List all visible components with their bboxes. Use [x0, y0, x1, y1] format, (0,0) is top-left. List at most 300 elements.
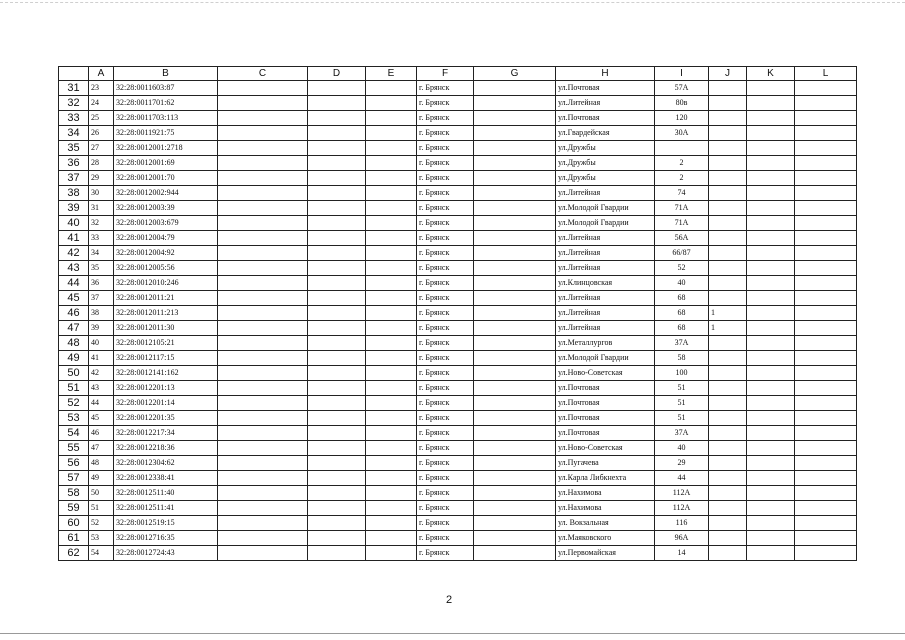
- cell-l: [795, 531, 857, 546]
- cell-g: [474, 276, 556, 291]
- cell-b: 32:28:0011703:113: [114, 111, 218, 126]
- row-number: 62: [59, 546, 89, 561]
- cell-j: [709, 246, 747, 261]
- row-number: 52: [59, 396, 89, 411]
- cell-l: [795, 486, 857, 501]
- table-row: [59, 336, 857, 351]
- cell-e: [366, 171, 417, 186]
- cell-c: [218, 321, 308, 336]
- cell-i: 68: [655, 306, 709, 321]
- cell-b: 32:28:0012011:30: [114, 321, 218, 336]
- cell-e: [366, 351, 417, 366]
- cell-c: [218, 501, 308, 516]
- cell-b: 32:28:0012511:40: [114, 486, 218, 501]
- cell-c: [218, 186, 308, 201]
- cell-k: [747, 141, 795, 156]
- cell-b: 32:28:0012218:36: [114, 441, 218, 456]
- cell-a: 45: [89, 411, 114, 426]
- cell-b: 32:28:0012004:92: [114, 246, 218, 261]
- cell-h: ул.Молодой Гвардии: [556, 351, 655, 366]
- cell-a: 42: [89, 366, 114, 381]
- cell-g: [474, 501, 556, 516]
- column-header-h: H: [556, 67, 655, 81]
- cell-b: 32:28:0012304:62: [114, 456, 218, 471]
- cell-c: [218, 171, 308, 186]
- cell-e: [366, 546, 417, 561]
- cell-l: [795, 441, 857, 456]
- cell-i: 37А: [655, 426, 709, 441]
- cell-c: [218, 231, 308, 246]
- cell-d: [308, 501, 366, 516]
- cell-e: [366, 396, 417, 411]
- cell-a: 53: [89, 531, 114, 546]
- cell-d: [308, 261, 366, 276]
- cell-j: [709, 276, 747, 291]
- cell-c: [218, 351, 308, 366]
- row-number: 53: [59, 411, 89, 426]
- cell-a: 25: [89, 111, 114, 126]
- table-row: [59, 516, 857, 531]
- cell-h: ул.Почтовая: [556, 396, 655, 411]
- cell-j: [709, 456, 747, 471]
- cell-d: [308, 186, 366, 201]
- row-number: 58: [59, 486, 89, 501]
- cell-d: [308, 546, 366, 561]
- cell-i: 71А: [655, 216, 709, 231]
- cell-d: [308, 201, 366, 216]
- cell-f: г. Брянск: [417, 396, 474, 411]
- table-row: [59, 261, 857, 276]
- cell-a: 49: [89, 471, 114, 486]
- cell-k: [747, 231, 795, 246]
- cell-a: 26: [89, 126, 114, 141]
- cell-h: ул.Молодой Гвардии: [556, 216, 655, 231]
- cell-i: 51: [655, 411, 709, 426]
- table-row: [59, 456, 857, 471]
- cell-l: [795, 126, 857, 141]
- cell-i: 120: [655, 111, 709, 126]
- row-number: 37: [59, 171, 89, 186]
- row-number: 54: [59, 426, 89, 441]
- cell-k: [747, 96, 795, 111]
- row-number: 42: [59, 246, 89, 261]
- table-body: [59, 81, 857, 561]
- cell-i: 80в: [655, 96, 709, 111]
- cell-d: [308, 336, 366, 351]
- cell-d: [308, 396, 366, 411]
- cell-g: [474, 396, 556, 411]
- cell-c: [218, 276, 308, 291]
- cell-f: г. Брянск: [417, 216, 474, 231]
- cell-a: 36: [89, 276, 114, 291]
- cell-b: 32:28:0012011:21: [114, 291, 218, 306]
- cell-h: ул.Ново-Советская: [556, 441, 655, 456]
- column-header-e: E: [366, 67, 417, 81]
- cell-k: [747, 201, 795, 216]
- table-row: [59, 306, 857, 321]
- table-row: [59, 411, 857, 426]
- cell-b: 32:28:0012002:944: [114, 186, 218, 201]
- cell-f: г. Брянск: [417, 291, 474, 306]
- cell-j: [709, 381, 747, 396]
- cell-f: г. Брянск: [417, 426, 474, 441]
- cell-b: 32:28:0012511:41: [114, 501, 218, 516]
- cell-g: [474, 186, 556, 201]
- cell-h: ул. Вокзальная: [556, 516, 655, 531]
- cell-l: [795, 516, 857, 531]
- cell-a: 35: [89, 261, 114, 276]
- column-header-f: F: [417, 67, 474, 81]
- cell-e: [366, 216, 417, 231]
- cell-f: г. Брянск: [417, 486, 474, 501]
- column-header-d: D: [308, 67, 366, 81]
- cell-a: 24: [89, 96, 114, 111]
- table-row: [59, 156, 857, 171]
- cell-d: [308, 156, 366, 171]
- cell-l: [795, 246, 857, 261]
- cell-j: [709, 261, 747, 276]
- cell-b: 32:28:0012011:213: [114, 306, 218, 321]
- cell-l: [795, 546, 857, 561]
- cell-h: ул.Почтовая: [556, 381, 655, 396]
- table-row: [59, 471, 857, 486]
- cell-e: [366, 426, 417, 441]
- cell-h: ул.Пугачева: [556, 456, 655, 471]
- cell-d: [308, 411, 366, 426]
- cell-j: [709, 171, 747, 186]
- cell-j: [709, 156, 747, 171]
- cell-j: [709, 126, 747, 141]
- cell-h: ул.Ново-Советская: [556, 366, 655, 381]
- table-row: [59, 396, 857, 411]
- cell-e: [366, 486, 417, 501]
- cell-i: 51: [655, 396, 709, 411]
- cell-l: [795, 336, 857, 351]
- cell-i: 52: [655, 261, 709, 276]
- cell-e: [366, 531, 417, 546]
- cell-d: [308, 171, 366, 186]
- cell-j: 1: [709, 306, 747, 321]
- cell-d: [308, 96, 366, 111]
- cell-k: [747, 216, 795, 231]
- cell-f: г. Брянск: [417, 261, 474, 276]
- cell-c: [218, 471, 308, 486]
- cell-g: [474, 516, 556, 531]
- cell-b: 32:28:0012001:2718: [114, 141, 218, 156]
- cell-g: [474, 261, 556, 276]
- cell-k: [747, 291, 795, 306]
- cell-l: [795, 156, 857, 171]
- cell-l: [795, 261, 857, 276]
- cell-l: [795, 351, 857, 366]
- cell-f: г. Брянск: [417, 186, 474, 201]
- cell-a: 43: [89, 381, 114, 396]
- cell-f: г. Брянск: [417, 201, 474, 216]
- cell-k: [747, 381, 795, 396]
- cell-c: [218, 246, 308, 261]
- table-row: [59, 276, 857, 291]
- cell-k: [747, 306, 795, 321]
- cell-k: [747, 81, 795, 96]
- cell-g: [474, 171, 556, 186]
- cell-h: ул.Литейная: [556, 321, 655, 336]
- cell-d: [308, 246, 366, 261]
- cell-d: [308, 486, 366, 501]
- cell-e: [366, 501, 417, 516]
- cell-c: [218, 201, 308, 216]
- row-number: 46: [59, 306, 89, 321]
- cell-k: [747, 171, 795, 186]
- cell-d: [308, 366, 366, 381]
- cell-l: [795, 81, 857, 96]
- cell-g: [474, 321, 556, 336]
- cell-e: [366, 381, 417, 396]
- cell-l: [795, 231, 857, 246]
- cell-e: [366, 411, 417, 426]
- cell-i: 2: [655, 156, 709, 171]
- cell-d: [308, 321, 366, 336]
- cell-b: 32:28:0012217:34: [114, 426, 218, 441]
- cell-i: 66/87: [655, 246, 709, 261]
- cell-c: [218, 81, 308, 96]
- cell-f: г. Брянск: [417, 336, 474, 351]
- cell-a: 27: [89, 141, 114, 156]
- cell-j: [709, 216, 747, 231]
- cell-f: г. Брянск: [417, 501, 474, 516]
- row-number: 44: [59, 276, 89, 291]
- cell-j: [709, 471, 747, 486]
- cell-d: [308, 231, 366, 246]
- cell-c: [218, 441, 308, 456]
- cell-h: ул.Молодой Гвардии: [556, 201, 655, 216]
- table-row: [59, 126, 857, 141]
- table-row: [59, 246, 857, 261]
- column-header-row: [59, 67, 857, 81]
- row-number: 43: [59, 261, 89, 276]
- cell-d: [308, 516, 366, 531]
- column-header-a: A: [89, 67, 114, 81]
- cell-e: [366, 141, 417, 156]
- cell-g: [474, 246, 556, 261]
- cell-d: [308, 456, 366, 471]
- cell-e: [366, 246, 417, 261]
- cell-e: [366, 456, 417, 471]
- cell-e: [366, 201, 417, 216]
- cell-d: [308, 531, 366, 546]
- cell-h: ул.Почтовая: [556, 411, 655, 426]
- cell-l: [795, 471, 857, 486]
- cell-c: [218, 546, 308, 561]
- row-number: 51: [59, 381, 89, 396]
- cell-i: 96А: [655, 531, 709, 546]
- cell-j: [709, 546, 747, 561]
- cell-a: 29: [89, 171, 114, 186]
- cell-f: г. Брянск: [417, 276, 474, 291]
- cell-i: 116: [655, 516, 709, 531]
- row-number: 35: [59, 141, 89, 156]
- cell-h: ул.Нахимова: [556, 501, 655, 516]
- cell-b: 32:28:0012010:246: [114, 276, 218, 291]
- cell-e: [366, 81, 417, 96]
- row-number: 45: [59, 291, 89, 306]
- table-row: [59, 441, 857, 456]
- cell-a: 39: [89, 321, 114, 336]
- cell-j: [709, 111, 747, 126]
- cell-f: г. Брянск: [417, 321, 474, 336]
- spreadsheet-table: [58, 66, 857, 561]
- cell-c: [218, 426, 308, 441]
- cell-h: ул.Почтовая: [556, 426, 655, 441]
- table-row: [59, 426, 857, 441]
- cell-b: 32:28:0012519:15: [114, 516, 218, 531]
- cell-h: ул.Литейная: [556, 306, 655, 321]
- cell-k: [747, 366, 795, 381]
- cell-k: [747, 351, 795, 366]
- cell-c: [218, 306, 308, 321]
- cell-k: [747, 516, 795, 531]
- row-number: 56: [59, 456, 89, 471]
- cell-k: [747, 531, 795, 546]
- cell-j: [709, 441, 747, 456]
- cell-d: [308, 381, 366, 396]
- cell-f: г. Брянск: [417, 546, 474, 561]
- cell-g: [474, 111, 556, 126]
- cell-b: 32:28:0012338:41: [114, 471, 218, 486]
- cell-g: [474, 411, 556, 426]
- cell-a: 54: [89, 546, 114, 561]
- cell-b: 32:28:0012005:56: [114, 261, 218, 276]
- cell-h: ул.Почтовая: [556, 81, 655, 96]
- cell-i: 29: [655, 456, 709, 471]
- cell-j: [709, 96, 747, 111]
- cell-e: [366, 186, 417, 201]
- cell-i: [655, 141, 709, 156]
- cell-e: [366, 516, 417, 531]
- row-number: 60: [59, 516, 89, 531]
- cell-c: [218, 156, 308, 171]
- cell-b: 32:28:0012001:69: [114, 156, 218, 171]
- scan-top-edge: [0, 2, 905, 8]
- cell-f: г. Брянск: [417, 516, 474, 531]
- cell-k: [747, 321, 795, 336]
- cell-d: [308, 141, 366, 156]
- cell-c: [218, 531, 308, 546]
- table-row: [59, 546, 857, 561]
- cell-i: 30А: [655, 126, 709, 141]
- cell-b: 32:28:0012003:679: [114, 216, 218, 231]
- cell-h: ул.Металлургов: [556, 336, 655, 351]
- cell-d: [308, 471, 366, 486]
- cell-j: [709, 291, 747, 306]
- cell-f: г. Брянск: [417, 246, 474, 261]
- cell-a: 37: [89, 291, 114, 306]
- cell-g: [474, 306, 556, 321]
- cell-a: 33: [89, 231, 114, 246]
- cell-i: 112А: [655, 501, 709, 516]
- column-header-corner: [59, 67, 89, 81]
- cell-i: 68: [655, 321, 709, 336]
- column-header-k: K: [747, 67, 795, 81]
- cell-g: [474, 531, 556, 546]
- cell-i: 40: [655, 276, 709, 291]
- row-number: 55: [59, 441, 89, 456]
- table-row: [59, 381, 857, 396]
- cell-e: [366, 276, 417, 291]
- cell-b: 32:28:0012141:162: [114, 366, 218, 381]
- cell-l: [795, 186, 857, 201]
- cell-d: [308, 291, 366, 306]
- cell-c: [218, 336, 308, 351]
- cell-a: 47: [89, 441, 114, 456]
- cell-b: 32:28:0012201:13: [114, 381, 218, 396]
- cell-g: [474, 216, 556, 231]
- cell-e: [366, 441, 417, 456]
- cell-a: 41: [89, 351, 114, 366]
- cell-i: 2: [655, 171, 709, 186]
- cell-b: 32:28:0012117:15: [114, 351, 218, 366]
- cell-h: ул.Карла Либкнехта: [556, 471, 655, 486]
- cell-a: 28: [89, 156, 114, 171]
- cell-j: [709, 336, 747, 351]
- cell-c: [218, 126, 308, 141]
- cell-k: [747, 396, 795, 411]
- cell-g: [474, 426, 556, 441]
- cell-i: 100: [655, 366, 709, 381]
- cell-k: [747, 336, 795, 351]
- cell-g: [474, 366, 556, 381]
- cell-g: [474, 96, 556, 111]
- cell-a: 50: [89, 486, 114, 501]
- cell-j: [709, 141, 747, 156]
- row-number: 36: [59, 156, 89, 171]
- cell-e: [366, 126, 417, 141]
- cell-h: ул.Клинцовская: [556, 276, 655, 291]
- cell-i: 71А: [655, 201, 709, 216]
- row-number: 31: [59, 81, 89, 96]
- table-row: [59, 351, 857, 366]
- cell-k: [747, 411, 795, 426]
- cell-f: г. Брянск: [417, 126, 474, 141]
- cell-a: 48: [89, 456, 114, 471]
- cell-g: [474, 156, 556, 171]
- cell-f: г. Брянск: [417, 441, 474, 456]
- cell-h: ул.Дружбы: [556, 141, 655, 156]
- cell-a: 51: [89, 501, 114, 516]
- cell-l: [795, 456, 857, 471]
- cell-b: 32:28:0012003:39: [114, 201, 218, 216]
- column-header-l: L: [795, 67, 857, 81]
- cell-i: 57А: [655, 81, 709, 96]
- cell-e: [366, 336, 417, 351]
- cell-d: [308, 216, 366, 231]
- cell-g: [474, 381, 556, 396]
- column-header-i: I: [655, 67, 709, 81]
- table-row: [59, 171, 857, 186]
- cell-d: [308, 351, 366, 366]
- table-row: [59, 81, 857, 96]
- cell-f: г. Брянск: [417, 111, 474, 126]
- cell-e: [366, 231, 417, 246]
- scan-bottom-edge: [0, 633, 905, 634]
- cell-a: 40: [89, 336, 114, 351]
- cell-j: [709, 366, 747, 381]
- column-header-c: C: [218, 67, 308, 81]
- table-row: [59, 141, 857, 156]
- cell-a: 32: [89, 216, 114, 231]
- cell-a: 46: [89, 426, 114, 441]
- cell-b: 32:28:0012105:21: [114, 336, 218, 351]
- cell-l: [795, 381, 857, 396]
